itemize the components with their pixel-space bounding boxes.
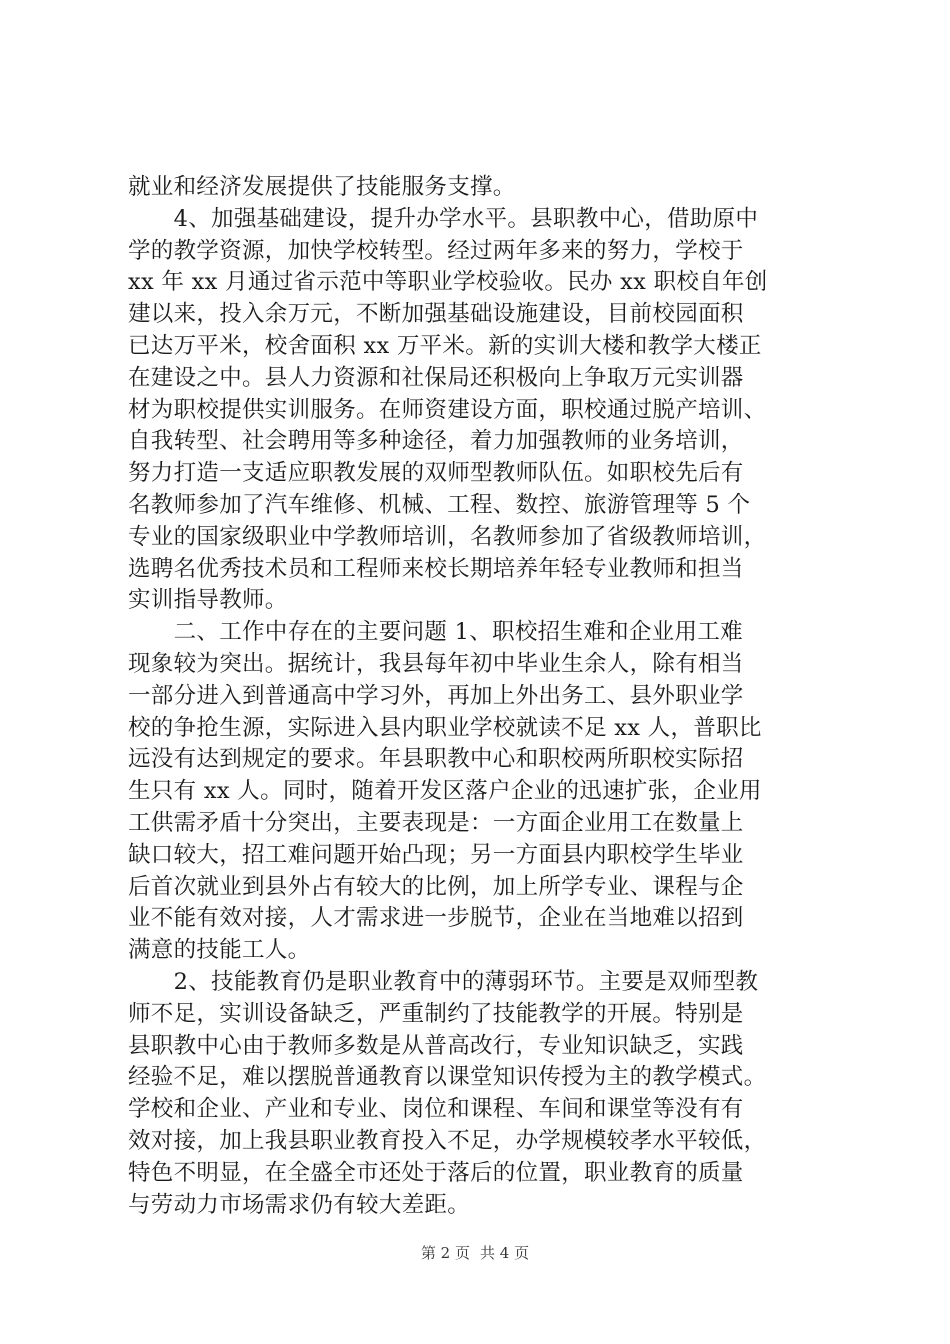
text-line: 名教师参加了汽车维修、机械、工程、数控、旅游管理等 5 个	[128, 491, 751, 518]
text-line: 缺口较大，招工难问题开始凸现；另一方面县内职校学生毕业	[128, 841, 744, 868]
text-line: 与劳动力市场需求仍有较大差距。	[128, 1191, 471, 1218]
text-line: 业不能有效对接，人才需求进一步脱节，企业在当地难以招到	[128, 905, 744, 932]
text-line: 县职教中心由于教师多数是从普高改行，专业知识缺乏，实践	[128, 1032, 744, 1059]
text-line: 远没有达到规定的要求。年县职教中心和职校两所职校实际招	[128, 746, 744, 773]
page-footer	[0, 1242, 950, 1263]
document-body	[128, 172, 848, 1221]
text-line: 材为职校提供实训服务。在师资建设方面，职校通过脱产培训、	[128, 396, 767, 423]
text-line: 效对接，加上我县职业教育投入不足，办学规模较孝水平较低，	[128, 1127, 767, 1154]
text-line: 学校和企业、产业和专业、岗位和课程、车间和课堂等没有有	[128, 1096, 744, 1123]
text-line: 专业的国家级职业中学教师培训，名教师参加了省级教师培训，	[128, 523, 767, 550]
text-line: 就业和经济发展提供了技能服务支撑。	[128, 174, 516, 200]
text-line: 选聘名优秀技术员和工程师来校长期培养年轻专业教师和担当	[128, 555, 744, 582]
text-line: 满意的技能工人。	[128, 937, 311, 964]
text-line: 已达万平米，校舍面积 xx 万平米。新的实训大楼和教学大楼正	[128, 332, 762, 359]
text-line: 学的教学资源，加快学校转型。经过两年多来的努力，学校于	[128, 237, 744, 264]
text-line: 二、工作中存在的主要问题 1、职校招生难和企业用工难	[128, 619, 743, 646]
page-number-current: 第 2 页	[420, 1244, 470, 1262]
text-line: 建以来，投入余万元，不断加强基础设施建设，目前校园面积	[128, 301, 744, 328]
text-line: 4、加强基础建设，提升办学水平。县职教中心，借助原中	[128, 205, 759, 232]
text-line: 后首次就业到县外占有较大的比例，加上所学专业、课程与企	[128, 873, 744, 900]
text-line: 现象较为突出。据统计，我县每年初中毕业生余人，除有相当	[128, 650, 744, 677]
text-line: 实训指导教师。	[128, 587, 288, 614]
text-line: 努力打造一支适应职教发展的双师型教师队伍。如职校先后有	[128, 460, 744, 487]
text-line: 在建设之中。县人力资源和社保局还积极向上争取万元实训器	[128, 364, 744, 391]
page-number-total: 共 4 页	[480, 1244, 530, 1262]
text-line: 工供需矛盾十分突出，主要表现是：一方面企业用工在数量上	[128, 809, 744, 836]
text-line: 校的争抢生源，实际进入县内职业学校就读不足 xx 人，普职比	[128, 714, 762, 741]
text-line: 一部分进入到普通高中学习外，再加上外出务工、县外职业学	[128, 682, 744, 709]
text-line: 特色不明显，在全盛全市还处于落后的位置，职业教育的质量	[128, 1159, 744, 1186]
text-line: 自我转型、社会聘用等多种途径，着力加强教师的业务培训，	[128, 428, 744, 455]
text-line: 生只有 xx 人。同时，随着开发区落户企业的迅速扩张，企业用	[128, 778, 762, 805]
text-line: xx 年 xx 月通过省示范中等职业学校验收。民办 xx 职校自年创	[128, 269, 768, 296]
text-line: 经验不足，难以摆脱普通教育以课堂知识传授为主的教学模式。	[128, 1064, 767, 1091]
text-line: 2、技能教育仍是职业教育中的薄弱环节。主要是双师型教	[128, 968, 759, 995]
text-line: 师不足，实训设备缺乏，严重制约了技能教学的开展。特别是	[128, 1000, 744, 1027]
